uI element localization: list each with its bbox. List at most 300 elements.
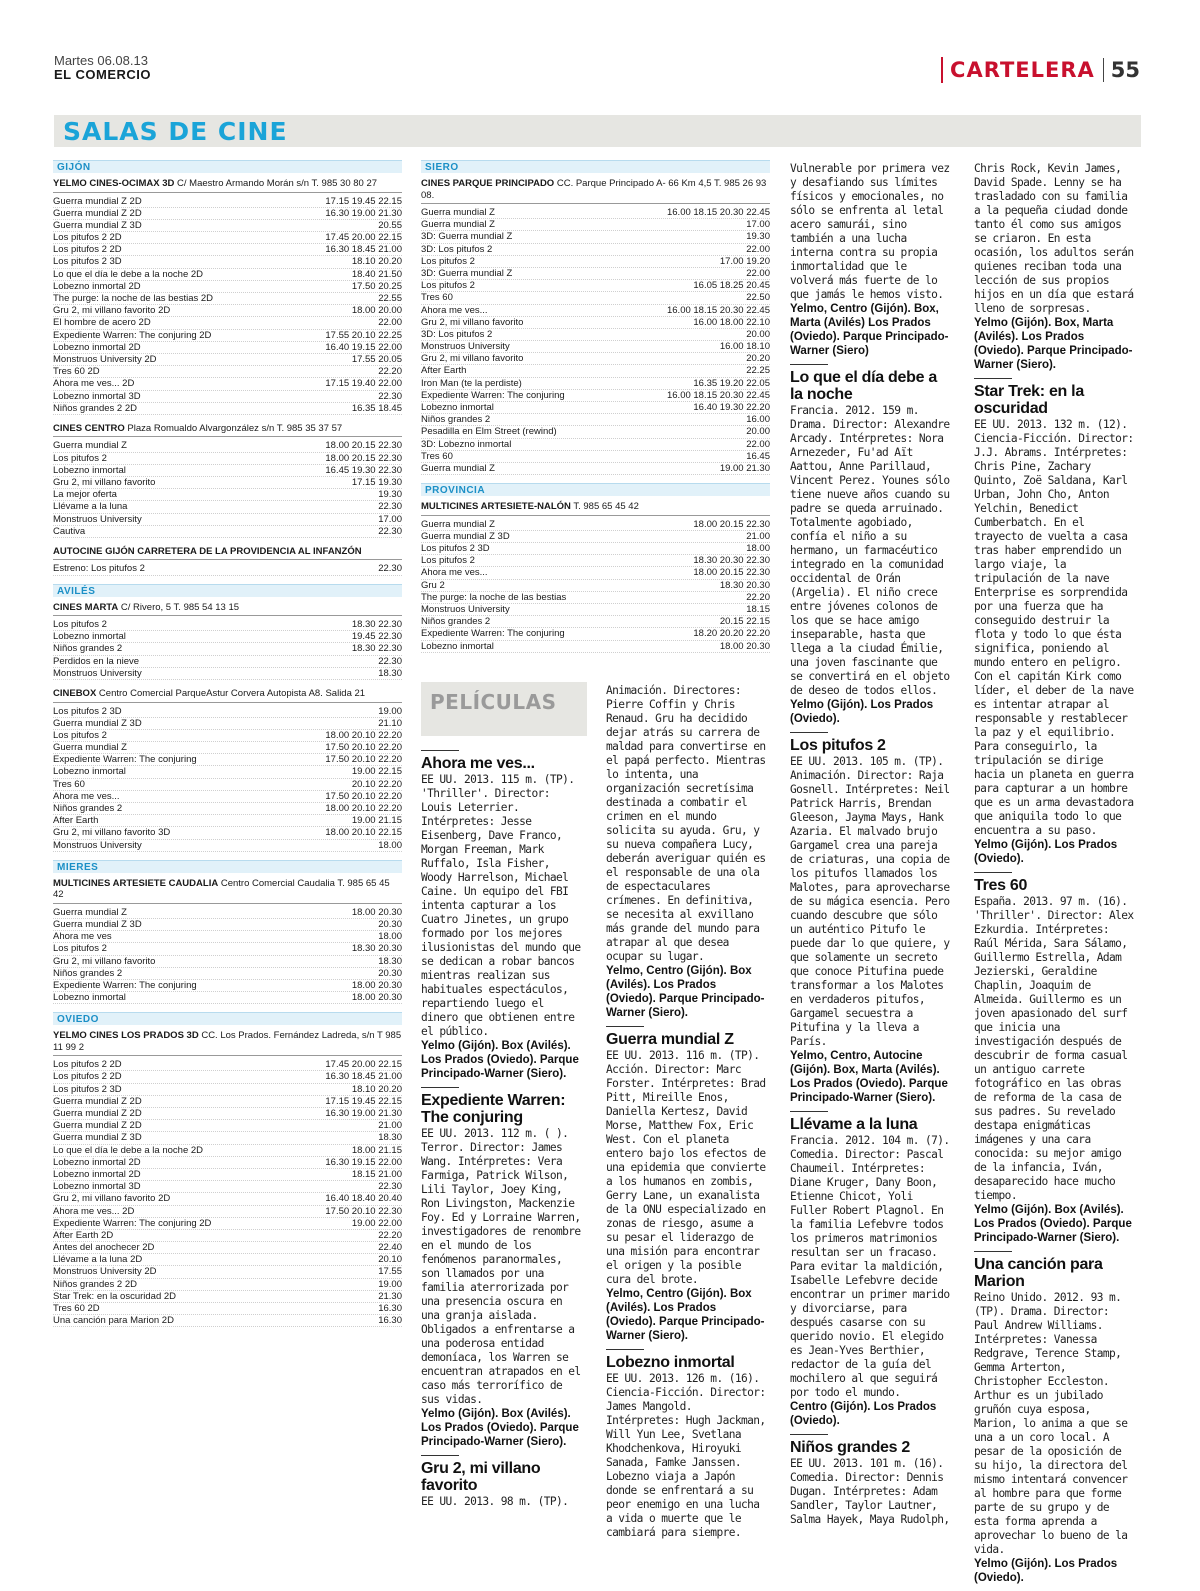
film-times: 22.00 — [746, 438, 770, 450]
film-row — [421, 353, 770, 365]
film-times: 16.30 — [378, 1315, 402, 1327]
film-title: El hombre de acero 2D — [53, 317, 151, 329]
reviews-column-6 — [974, 162, 1137, 1591]
film-row — [53, 208, 402, 220]
film-times: 21.00 — [378, 1120, 402, 1132]
film-list — [53, 907, 402, 1005]
review-text: Francia. 2012. 104 m. (7). Comedia. Director: Pascal Chaumeil. Intérpretes: Diane Kruger, Dany Boon, Etienne Chicot, Yoli Fuller Robert Plagnol. En la familia Lefebvre todos los primeros matrimonios resultan ser un fracaso. Para evitar la maldición, Isabelle Lefebvre decide encontrar un primer marido y divorciarse, para después casarse con su querido novio. El elegido es Jean-Yves Berthier, redactor de la guía del mochilero al que seguirá por todo el mundo. — [790, 1134, 950, 1399]
film-row — [53, 943, 402, 955]
film-title: Lobezno inmortal — [53, 766, 126, 778]
film-title: After Earth 2D — [53, 1229, 114, 1241]
film-times: 16.00 18.10 — [719, 341, 770, 353]
film-row — [421, 641, 770, 653]
film-title: Llévame a la luna 2D — [53, 1254, 143, 1266]
film-row — [53, 440, 402, 452]
movie-review — [421, 1087, 584, 1449]
film-times: 22.50 — [746, 292, 770, 304]
cinema-name: MULTICINES ARTESIETE-NALÓN — [421, 501, 571, 513]
film-list — [53, 706, 402, 852]
review-venues: Yelmo (Gijón). Los Prados (Oviedo). — [974, 839, 1118, 865]
newspaper-name: EL COMERCIO — [54, 67, 151, 82]
film-times: 18.20 20.20 22.20 — [693, 628, 770, 640]
review-text: EE UU. 2013. 126 m. (16). Ciencia-Ficción. Director: James Mangold. Intérpretes: Hugh Jackman, Will Yun Lee, Svetlana Khodchenkova, Hiroyuki Sanada, Famke Janssen. Lobezno viaja a Japón donde se enfrentará a su peor enemigo en una lucha a vida o muerte que le cambiará para siempre. — [606, 1372, 766, 1539]
review-title: Niños grandes 2 — [790, 1439, 910, 1456]
film-row — [53, 668, 402, 680]
cinema-name: CINES CENTRO — [53, 422, 125, 434]
film-title: Guerra mundial Z 2D — [53, 1120, 142, 1132]
review-title: Star Trek: en la oscuridad — [974, 383, 1084, 417]
review-venues: Yelmo (Gijón). Box (Avilés). Los Prados (Oviedo). Parque Principado-Warner (Siero). — [421, 1408, 579, 1448]
film-row — [421, 402, 770, 414]
film-row — [53, 1266, 402, 1278]
film-row — [421, 207, 770, 219]
review-venues: Yelmo (Gijón). Box (Avilés). Los Prados (Oviedo). Parque Principado-Warner (Siero). — [421, 1040, 579, 1080]
section-name: CARTELERA — [950, 58, 1095, 82]
film-times: 20.00 — [746, 328, 770, 340]
film-list — [421, 207, 770, 475]
film-times: 22.20 — [378, 1229, 402, 1241]
film-title: Pesadilla en Elm Street (rewind) — [421, 426, 557, 438]
film-title: 3D: Los pitufos 2 — [421, 328, 493, 340]
film-title: Expediente Warren: The conjuring 2D — [53, 1217, 212, 1229]
film-title: Lo que el día le debe a la noche 2D — [53, 268, 204, 280]
film-times: 22.25 — [746, 365, 770, 377]
film-times: 18.00 20.15 22.30 — [693, 518, 770, 530]
film-row — [53, 730, 402, 742]
cinema-name: CINEBOX — [53, 688, 97, 699]
film-title: Los pitufos 2 3D — [53, 256, 122, 268]
film-row — [53, 931, 402, 943]
film-row — [421, 580, 770, 592]
film-row — [53, 619, 402, 631]
movie-review — [606, 1349, 769, 1540]
film-title: Guerra mundial Z 3D — [53, 219, 142, 231]
film-title: Guerra mundial Z — [421, 462, 495, 474]
film-title: Niños grandes 2 — [53, 643, 123, 655]
film-row — [53, 803, 402, 815]
cinema-header — [53, 1030, 402, 1056]
movie-review — [790, 1434, 953, 1527]
review-text: EE UU. 2013. 112 m. ( ). Terror. Director: James Wang. Intérpretes: Vera Farmiga, Patrick Wilson, Lili Taylor, Joey King, Ron Livingston, Mackenzie Foy. Ed y Lorraine Warren, investigadores de renombre en el mundo de los fenómenos paranormales, son llamados por una familia aterrorizada por una presencia oscura en una granja aislada. Obligados a enfrentarse a una poderosa entidad demoníaca, los Warren se encuentran atrapados en el caso más terrorífico de sus vidas. — [421, 1127, 581, 1406]
film-times: 18.10 20.20 — [351, 256, 402, 268]
film-title: Guerra mundial Z 3D — [53, 1132, 142, 1144]
film-title: Guerra mundial Z 3D — [53, 918, 142, 930]
cinema-name: YELMO CINES-OCIMAX 3D — [53, 178, 175, 189]
cinema-address: CC. Los Prados. Fernández Ladreda, s/n T 985 11 99 2 — [53, 1030, 402, 1053]
peliculas-header — [421, 682, 587, 736]
film-times: 18.15 — [746, 603, 770, 615]
film-title: Ahora me ves... 2D — [53, 378, 135, 390]
review-text: Reino Unido. 2012. 93 m. (TP). Drama. Director: Paul Andrew Williams. Intérpretes: Vanessa Redgrave, Terence Stamp, Gemma Arterton, Christopher Eccleston. Arthur es un jubilado gruñón cuya esposa, Marion, lo anima a que se una a un coro local. A pesar de la oposición de su hijo, la directora del mismo intentará convencer al hombre para que forme parte de su grupo y de esta forma aprenda a aprovechar lo bueno de la vida. — [974, 1291, 1128, 1556]
review-text: Chris Rock, Kevin James, David Spade. Lenny se ha trasladado con su familia a la pequeña ciudad donde tanto él como sus amigos se criaron. En esta ocasión, los adultos serán quienes reciban toda una lección de sus propios hijos en un día que estará lleno de sorpresas. — [974, 162, 1134, 315]
page-number: 55 — [1110, 58, 1140, 82]
cinema-name: CINES MARTA — [53, 601, 119, 613]
film-times: 17.15 19.30 — [351, 476, 402, 488]
film-times: 18.00 20.10 22.20 — [325, 729, 402, 741]
film-title: Los pitufos 2 2D — [53, 1059, 122, 1071]
film-times: 20.00 — [746, 426, 770, 438]
film-title: Monstruos University — [421, 603, 510, 615]
film-title: Niños grandes 2 — [421, 414, 491, 426]
review-text: EE UU. 2013. 101 m. (16). Comedia. Director: Dennis Dugan. Intérpretes: Adam Sandler, Taylor Lautner, Salma Hayek, Maya Rudolph, — [790, 1457, 950, 1526]
film-title: Tres 60 — [421, 292, 453, 304]
film-times: 16.35 18.45 — [351, 402, 402, 414]
film-title: Niños grandes 2 2D — [53, 1278, 137, 1290]
movie-review — [974, 872, 1137, 1245]
film-row — [53, 354, 402, 366]
review-text: Francia. 2012. 159 m. Drama. Director: Alexandre Arcady. Intérpretes: Nora Arnezeder, Fu'ad Aït Aattou, Anne Parillaud, Vincent Perez. Younes sólo tiene nueve años cuando su padre se queda arruinado. Totalmente agobiado, confía el niño a su hermano, un farmacéutico integrado en la comunidad occidental de Orán (Argelia). El niño crece entre jóvenes colonos de los que se hace amigo inseparable, hasta que llega a la ciudad Émilie, una joven fascinante que se convertirá en el objeto de deseo de todos ellos. — [790, 404, 950, 697]
reviews-column-5 — [790, 162, 953, 1533]
cinema-header — [421, 501, 770, 516]
film-times: 18.00 20.30 — [351, 992, 402, 1004]
film-row — [53, 342, 402, 354]
review-rule — [606, 1349, 644, 1350]
film-title: Los pitufos 2 — [421, 280, 475, 292]
region-header: SIERO — [421, 160, 770, 173]
cinema-header — [53, 423, 402, 438]
cinema-name: AUTOCINE GIJÓN CARRETERA DE LA PROVIDENCIA AL INFANZÓN — [53, 545, 362, 557]
film-row — [53, 791, 402, 803]
peliculas-title: PELÍCULAS — [430, 690, 557, 714]
region-header: PROVINCIA — [421, 483, 770, 496]
film-row — [53, 269, 402, 281]
cinema-address: Plaza Romualdo Alvargonzález s/n T. 985 35 37 57 — [124, 422, 343, 434]
film-row — [53, 1108, 402, 1120]
film-title: Expediente Warren: The conjuring — [421, 628, 565, 640]
movie-review — [606, 1026, 769, 1343]
review-rule — [790, 1111, 828, 1112]
review-title: Los pitufos 2 — [790, 737, 886, 754]
film-row — [53, 501, 402, 513]
film-row — [421, 414, 770, 426]
film-title: Los pitufos 2 3D — [53, 1083, 122, 1095]
film-title: Niños grandes 2 2D — [53, 402, 137, 414]
film-times: 18.00 20.15 22.30 — [325, 440, 402, 452]
film-times: 22.30 — [378, 501, 402, 513]
film-title: Antes del anochecer 2D — [53, 1242, 155, 1254]
movie-review — [421, 1455, 584, 1509]
film-title: Niños grandes 2 — [53, 967, 123, 979]
film-times: 16.45 — [746, 450, 770, 462]
review-rule — [421, 1455, 459, 1456]
film-title: Tres 60 2D — [53, 1303, 100, 1314]
film-row — [53, 1242, 402, 1254]
film-times: 22.40 — [378, 1242, 402, 1254]
film-title: Gru 2, mi villano favorito — [53, 476, 156, 488]
review-rule — [974, 378, 1012, 379]
review-continuation — [974, 162, 1137, 372]
film-times: 20.15 22.15 — [719, 616, 770, 628]
film-title: Gru 2, mi villano favorito 2D — [53, 1193, 171, 1205]
review-continuation — [790, 162, 953, 358]
film-times: 17.45 20.00 22.15 — [325, 232, 402, 244]
cinema-header — [53, 878, 402, 904]
film-row — [421, 219, 770, 231]
film-title: Expediente Warren: The conjuring 2D — [53, 329, 212, 341]
film-times: 17.50 20.10 22.20 — [325, 790, 402, 802]
film-row — [421, 519, 770, 531]
film-row — [53, 220, 402, 232]
film-times: 18.10 20.20 — [351, 1083, 402, 1095]
film-times: 16.00 — [746, 414, 770, 426]
film-times: 19.00 — [378, 705, 402, 717]
film-title: Expediente Warren: The conjuring — [53, 979, 197, 991]
film-row — [53, 378, 402, 390]
film-row — [421, 268, 770, 280]
film-row — [421, 555, 770, 567]
film-title: Niños grandes 2 — [53, 803, 123, 814]
film-times: 16.40 19.30 22.20 — [693, 402, 770, 413]
film-list — [53, 619, 402, 680]
film-title: Los pitufos 2 2D — [53, 232, 122, 244]
review-text: EE UU. 2013. 116 m. (TP). Acción. Director: Marc Forster. Intérpretes: Brad Pitt, Mireille Enos, Daniella Kertesz, David Morse, Matthew Fox, Eric West. Con el planeta entero bajo los efectos de una epidemia que convierte a los humanos en zombis, Gerry Lane, un exanalista de la ONU especializado en zonas de riesgo, asume a su pesar el liderazgo de una misión para encontrar el origen y la posible cura del brote. — [606, 1049, 766, 1286]
review-rule — [974, 872, 1012, 873]
film-row — [53, 1084, 402, 1096]
review-venues: Yelmo (Gijón). Los Prados (Oviedo). — [974, 1558, 1118, 1584]
film-list — [53, 563, 402, 575]
film-row — [421, 463, 770, 475]
film-times: 17.55 — [378, 1266, 402, 1278]
review-rule — [974, 1251, 1012, 1252]
film-times: 18.00 20.10 22.20 — [325, 803, 402, 814]
film-times: 17.50 20.10 22.20 — [325, 754, 402, 766]
film-times: 20.10 22.20 — [351, 778, 402, 790]
film-times: 18.00 20.30 — [351, 906, 402, 918]
film-title: After Earth — [53, 815, 99, 827]
film-row — [53, 1120, 402, 1132]
film-list — [53, 440, 402, 538]
film-row — [53, 317, 402, 329]
film-times: 19.00 22.00 — [351, 1217, 402, 1229]
film-title: Ahora me ves... 2D — [53, 1205, 135, 1217]
film-times: 18.00 20.15 22.30 — [325, 452, 402, 464]
film-title: Gru 2, mi villano favorito — [421, 316, 524, 328]
film-times: 16.30 — [378, 1303, 402, 1314]
film-times: 17.50 20.25 — [351, 280, 402, 292]
film-times: 18.30 20.30 22.30 — [693, 555, 770, 567]
movie-review — [974, 1251, 1137, 1585]
cinema-address: CC. Parque Principado A- 66 Km 4,5 T. 985 26 93 08. — [421, 178, 767, 201]
film-title: Guerra mundial Z 2D — [53, 1108, 142, 1119]
film-row — [421, 451, 770, 463]
review-title: Guerra mundial Z — [606, 1031, 734, 1048]
film-row — [421, 341, 770, 353]
film-times: 20.55 — [378, 219, 402, 231]
film-times: 18.30 — [378, 1132, 402, 1144]
film-row — [53, 718, 402, 730]
film-times: 22.30 — [378, 525, 402, 537]
review-rule — [790, 732, 828, 733]
film-row — [53, 1303, 402, 1315]
review-rule — [790, 364, 828, 365]
review-rule — [790, 1434, 828, 1435]
film-row — [53, 366, 402, 378]
film-title: Guerra mundial Z — [421, 207, 495, 218]
reviews-column-3 — [421, 750, 584, 1515]
section-header — [941, 56, 1140, 84]
film-times: 17.55 20.10 22.25 — [325, 329, 402, 341]
film-title: Ahora me ves... — [421, 567, 488, 579]
banner-title: SALAS DE CINE — [63, 117, 288, 146]
film-row — [53, 281, 402, 293]
film-row — [53, 1291, 402, 1303]
film-times: 22.00 — [746, 267, 770, 279]
film-times: 19.00 — [378, 1278, 402, 1290]
film-row — [53, 754, 402, 766]
film-times: 20.10 — [378, 1254, 402, 1266]
film-title: Los pitufos 2 3D — [421, 543, 490, 554]
film-row — [421, 390, 770, 402]
film-title: Estreno: Los pitufos 2 — [53, 563, 145, 575]
film-row — [53, 305, 402, 317]
film-times: 16.30 19.15 22.00 — [325, 1156, 402, 1168]
film-times: 16.30 19.00 21.30 — [325, 207, 402, 219]
section-divider — [1103, 58, 1104, 82]
cinema-name: MULTICINES ARTESIETE CAUDALIA — [53, 877, 219, 889]
review-title: Gru 2, mi villano favorito — [421, 1460, 541, 1494]
film-list — [421, 519, 770, 653]
film-times: 18.30 22.30 — [351, 619, 402, 631]
film-title: Los pitufos 2 3D — [53, 705, 122, 717]
film-title: Los pitufos 2 — [421, 255, 475, 267]
film-times: 19.30 — [378, 489, 402, 501]
film-row — [421, 567, 770, 579]
film-times: 16.00 18.00 22.10 — [693, 316, 770, 328]
issue-date: Martes 06.08.13 — [54, 53, 148, 68]
film-row — [421, 592, 770, 604]
film-row — [53, 1132, 402, 1144]
film-title: The purge: la noche de las bestias 2D — [53, 293, 214, 304]
film-times: 17.15 19.45 22.15 — [325, 1095, 402, 1107]
film-row — [53, 1059, 402, 1071]
cinema-name: CINES PARQUE PRINCIPADO — [421, 178, 555, 189]
film-row — [53, 919, 402, 931]
section-accent-bar — [941, 57, 943, 83]
region-header: OVIEDO — [53, 1012, 402, 1025]
film-times: 18.00 — [378, 839, 402, 851]
review-title: Lobezno inmortal — [606, 1354, 735, 1371]
film-times: 20.30 — [378, 918, 402, 930]
film-row — [421, 531, 770, 543]
film-times: 16.00 18.15 20.30 22.45 — [666, 304, 770, 316]
film-times: 19.45 22.30 — [351, 631, 402, 643]
film-title: 3D: Los pitufos 2 — [421, 243, 493, 255]
film-times: 16.30 18.45 21.00 — [325, 244, 402, 256]
film-row — [421, 305, 770, 317]
cinema-address: Centro Comercial Caudalia T. 985 65 45 42 — [53, 877, 390, 901]
film-row — [421, 292, 770, 304]
film-times: 22.30 — [378, 655, 402, 667]
film-row — [53, 907, 402, 919]
film-times: 21.10 — [378, 717, 402, 729]
film-row — [53, 293, 402, 305]
film-row — [421, 317, 770, 329]
cinema-header — [53, 178, 402, 193]
film-row — [53, 956, 402, 968]
film-title: Una canción para Marion 2D — [53, 1315, 174, 1327]
film-title: Guerra mundial Z — [53, 742, 127, 754]
film-row — [421, 543, 770, 555]
review-venues: Centro (Gijón). Los Prados (Oviedo). — [790, 1401, 937, 1427]
film-times: 18.00 20.00 — [351, 305, 402, 317]
film-row — [53, 453, 402, 465]
film-times: 16.30 18.45 21.00 — [325, 1071, 402, 1083]
film-title: Expediente Warren: The conjuring — [421, 389, 565, 401]
cinema-header — [53, 546, 402, 561]
cinema-header — [53, 602, 402, 617]
film-row — [53, 1181, 402, 1193]
film-times: 19.00 21.15 — [351, 815, 402, 827]
film-times: 18.30 — [378, 667, 402, 679]
film-title: Lobezno inmortal — [421, 402, 494, 413]
film-list — [53, 196, 402, 415]
film-times: 18.00 20.15 22.30 — [693, 567, 770, 579]
film-row — [53, 465, 402, 477]
review-venues: Yelmo, Centro (Gijón). Box, Marta (Avilés) Los Prados (Oviedo). Parque Principado-Warner (Siero) — [790, 303, 949, 357]
film-row — [53, 1157, 402, 1169]
review-text: EE UU. 2013. 132 m. (12). Ciencia-Ficción. Director: J.J. Abrams. Intérpretes: Chris Pine, Zachary Quinto, Zoë Saldana, Karl Urban, John Cho, Anton Yelchin, Benedict Cumberbatch. En el trayecto de vuelta a casa tras haber emprendido un largo viaje, la tripulación de la nave Enterprise es sorprendida por una fuerza que ha conseguido destruir la flota y todo lo que ésta significa, poniendo al mundo entero en peligro. Con el capitán Kirk como líder, el deber de la nave es intentar atrapar al responsable y restablecer la paz y el equilibrio. Para conseguirlo, la tripulación se dirige hacia un planeta en guerra para capturar a un hombre que es un arma devastadora que aniquila todo lo que encuentra a su paso. — [974, 418, 1134, 837]
film-row — [53, 992, 402, 1004]
film-times: 18.40 21.50 — [351, 268, 402, 280]
film-times: 18.00 20.30 — [351, 979, 402, 991]
film-row — [53, 1279, 402, 1291]
film-row — [53, 631, 402, 643]
film-times: 17.15 19.45 22.15 — [325, 195, 402, 207]
film-times: 22.30 — [378, 563, 402, 575]
film-title: Perdidos en la nieve — [53, 655, 140, 667]
film-row — [53, 232, 402, 244]
film-row — [53, 196, 402, 208]
film-row — [53, 256, 402, 268]
film-title: Lobezno inmortal — [53, 464, 126, 476]
film-title: Los pitufos 2 — [53, 943, 107, 955]
film-title: Monstruos University 2D — [53, 353, 157, 365]
film-title: Llévame a la luna — [53, 501, 128, 513]
film-row — [53, 1145, 402, 1157]
region-header: GIJÓN — [53, 160, 402, 173]
film-times: 18.00 20.10 22.15 — [325, 827, 402, 839]
cinema-address: C/ Rivero, 5 T. 985 54 13 15 — [118, 601, 240, 613]
film-title: Guerra mundial Z 2D — [53, 1095, 142, 1107]
film-row — [421, 244, 770, 256]
review-title: Una canción para Marion — [974, 1256, 1103, 1290]
film-row — [53, 563, 402, 575]
review-text: Animación. Directores: Pierre Coffin y Chris Renaud. Gru ha decidido dejar atrás su carrera de maldad para convertirse en el papá perfecto. Mientras lo intenta, una organización secretísima destinada a combatir el crimen en el mundo solicita su ayuda. Gru, y su nueva compañera Lucy, deberán averiguar quién es el responsable de una ola de espectaculares crímenes. En definitiva, se necesita al exvillano más grande del mundo para atrapar al que desea ocupar su lugar. — [606, 684, 766, 963]
schedule-column-2 — [421, 160, 770, 661]
film-title: Monstruos University — [421, 341, 510, 353]
film-title: Guerra mundial Z — [421, 219, 495, 231]
film-row — [53, 477, 402, 489]
review-rule — [421, 1087, 459, 1088]
review-text: Vulnerable por primera vez y desafiando sus límites físicos y emocionales, no sólo se enfrenta al letal acero samurái, sino también a una lucha interna contra su propia inmortalidad que le volverá más fuerte de lo que jamás le hemos visto. — [790, 162, 950, 301]
film-title: Guerra mundial Z 2D — [53, 195, 142, 207]
film-title: Monstruos University — [53, 513, 142, 525]
film-row — [53, 706, 402, 718]
film-row — [421, 256, 770, 268]
film-times: 20.30 — [378, 967, 402, 979]
film-times: 22.20 — [746, 591, 770, 603]
review-venues: Yelmo, Centro (Gijón). Box (Avilés). Los Prados (Oviedo). Parque Principado-Warner (Siero). — [606, 1288, 765, 1342]
film-times: 20.20 — [746, 353, 770, 365]
film-row — [53, 980, 402, 992]
film-title: Guerra mundial Z 2D — [53, 207, 142, 219]
movie-review — [421, 750, 584, 1081]
film-title: Monstruos University 2D — [53, 1266, 157, 1278]
movie-review — [790, 1111, 953, 1428]
cinema-address: Centro Comercial ParqueAstur Corvera Autopista A8. Salida 21 — [96, 688, 366, 699]
review-rule — [606, 1026, 644, 1027]
film-row — [53, 766, 402, 778]
